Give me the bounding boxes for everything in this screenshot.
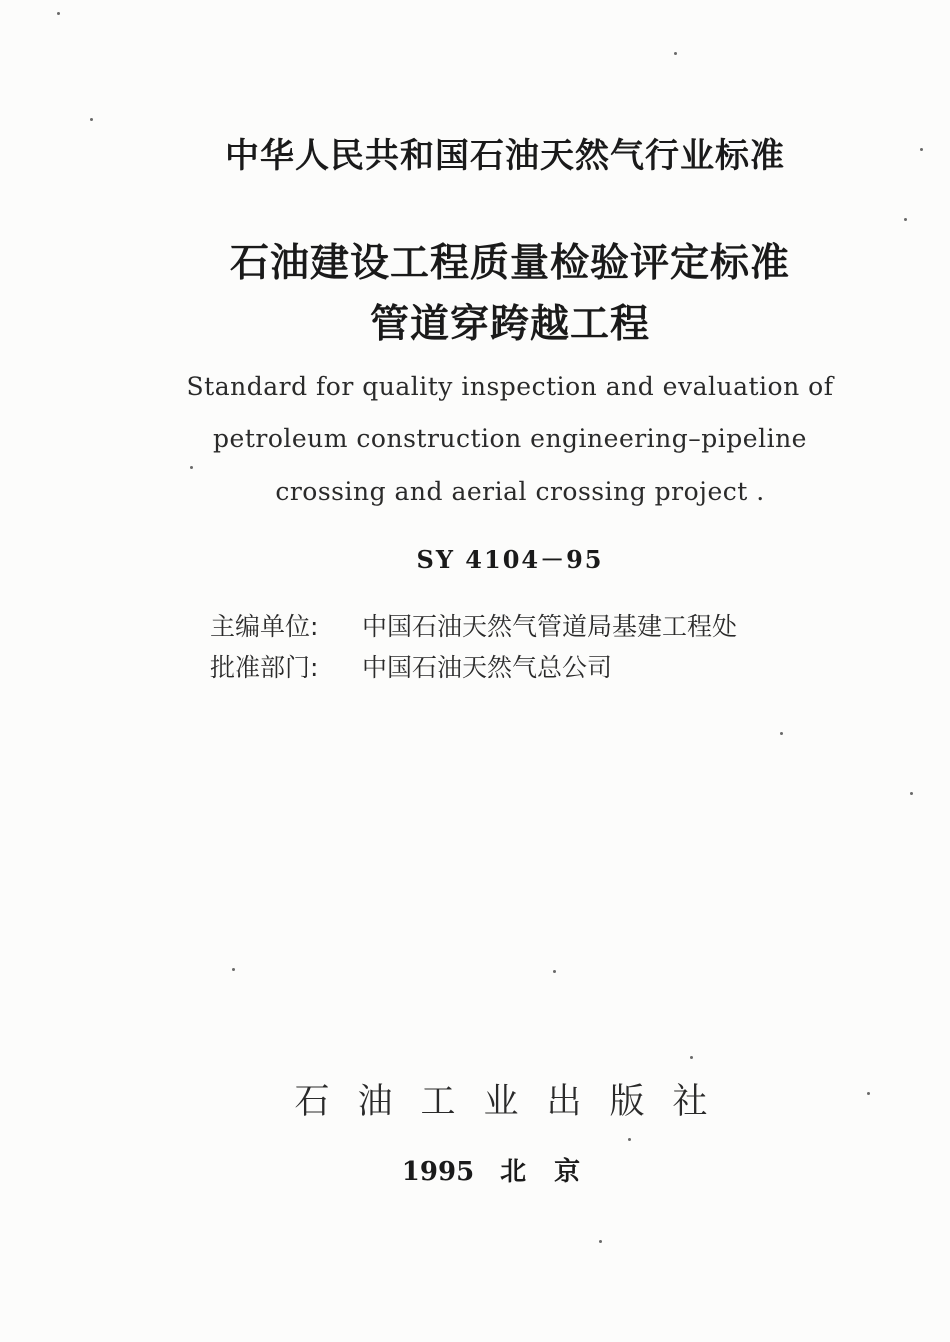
scan-speck xyxy=(674,52,677,55)
approved-by-row xyxy=(210,648,612,684)
industry-standard-heading: 中华人民共和国石油天然气行业标准 xyxy=(225,136,785,176)
scan-speck xyxy=(920,148,923,151)
compiled-by-value: 中国石油天然气管道局基建工程处 xyxy=(362,612,738,641)
document-title-line-2: 管道穿跨越工程 xyxy=(369,302,650,347)
scan-speck xyxy=(780,732,783,735)
scan-speck xyxy=(553,970,556,973)
approved-by-label: 批准部门: xyxy=(210,653,319,682)
scan-speck xyxy=(232,968,235,971)
scan-speck xyxy=(904,218,907,221)
scan-speck xyxy=(57,12,60,15)
scan-speck xyxy=(90,118,93,121)
english-title-line-2: petroleum construction engineering–pipeline xyxy=(213,424,807,453)
scan-speck xyxy=(628,1138,631,1141)
document-title-line-1: 石油建设工程质量检验评定标准 xyxy=(229,241,790,286)
approved-by-value: 中国石油天然气总公司 xyxy=(362,653,613,682)
scan-speck xyxy=(190,466,193,469)
scan-speck xyxy=(867,1092,870,1095)
compiled-by-label: 主编单位: xyxy=(210,612,319,641)
publication-city: 北京 xyxy=(500,1157,609,1187)
publication-year: 1995 xyxy=(401,1157,475,1187)
scan-speck xyxy=(599,1240,602,1243)
scan-speck xyxy=(690,1056,693,1059)
standard-code: SY 4104－95 xyxy=(416,545,604,574)
english-title-line-1: Standard for quality inspection and evaluation of xyxy=(186,372,834,401)
publication-place xyxy=(30,1151,950,1188)
scan-speck xyxy=(910,792,913,795)
english-title-line-3: crossing and aerial crossing project . xyxy=(275,477,765,506)
compiled-by-row xyxy=(210,607,737,643)
publisher-name: 石油工业出版社 xyxy=(294,1082,736,1122)
